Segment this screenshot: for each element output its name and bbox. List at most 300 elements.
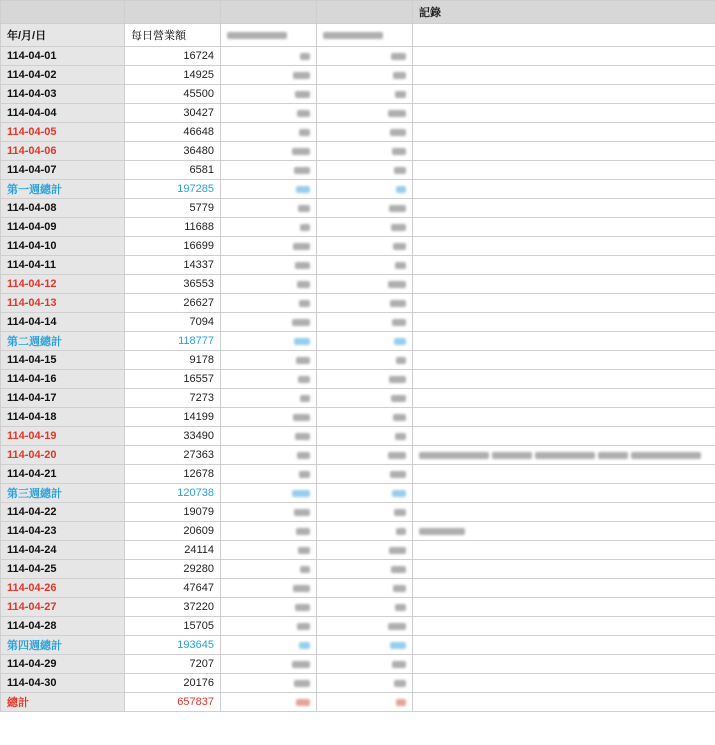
redacted-text: [296, 186, 310, 193]
notes-column-header[interactable]: [413, 24, 715, 47]
redacted-text: [297, 110, 310, 117]
redacted-text: [297, 452, 310, 459]
revenue-cell[interactable]: 20609: [125, 522, 221, 541]
day-row: [1, 541, 715, 560]
top-header-cell[interactable]: [317, 1, 413, 24]
day-row: [1, 237, 715, 256]
date-cell[interactable]: 114-04-01: [1, 47, 125, 66]
redacted-text: [392, 490, 406, 497]
revenue-cell[interactable]: 29280: [125, 560, 221, 579]
redacted-text: [492, 452, 532, 459]
redacted-text: [395, 262, 406, 269]
redacted-cell[interactable]: [317, 370, 413, 389]
redacted-column-header[interactable]: [317, 24, 413, 47]
date-cell[interactable]: 114-04-11: [1, 256, 125, 275]
date-cell[interactable]: 114-04-02: [1, 66, 125, 85]
redacted-cell[interactable]: [221, 389, 317, 408]
top-header-cell[interactable]: [1, 1, 125, 24]
note-cell[interactable]: [413, 503, 715, 522]
redacted-cell[interactable]: [317, 484, 413, 503]
date-cell[interactable]: 總計: [1, 693, 125, 712]
date-cell[interactable]: 114-04-22: [1, 503, 125, 522]
day-row: [1, 66, 715, 85]
note-cell[interactable]: [413, 484, 715, 503]
redacted-cell[interactable]: [221, 199, 317, 218]
redacted-cell[interactable]: [221, 313, 317, 332]
redacted-cell[interactable]: [317, 199, 413, 218]
day-row: [1, 47, 715, 66]
redacted-cell[interactable]: [221, 142, 317, 161]
redacted-text: [393, 72, 406, 79]
note-cell[interactable]: [413, 180, 715, 199]
redacted-cell[interactable]: [317, 655, 413, 674]
redacted-cell[interactable]: [221, 579, 317, 598]
note-cell[interactable]: [413, 408, 715, 427]
redacted-text: [298, 205, 310, 212]
week-total-row: [1, 180, 715, 199]
note-cell[interactable]: [413, 123, 715, 142]
redacted-text: [300, 53, 310, 60]
redacted-cell[interactable]: [317, 275, 413, 294]
redacted-cell[interactable]: [221, 275, 317, 294]
redacted-text: [299, 471, 310, 478]
note-cell[interactable]: [413, 598, 715, 617]
redacted-text: [390, 300, 406, 307]
redacted-text: [296, 528, 310, 535]
redacted-cell[interactable]: [317, 332, 413, 351]
redacted-text: [598, 452, 628, 459]
week-total-row: [1, 636, 715, 655]
revenue-column-header[interactable]: 每日營業額: [125, 24, 221, 47]
redacted-cell[interactable]: [317, 161, 413, 180]
redacted-cell[interactable]: [317, 389, 413, 408]
day-row: [1, 427, 715, 446]
revenue-cell[interactable]: 120738: [125, 484, 221, 503]
day-row: [1, 617, 715, 636]
note-cell[interactable]: [413, 636, 715, 655]
redacted-cell[interactable]: [317, 465, 413, 484]
revenue-cell[interactable]: 19079: [125, 503, 221, 522]
day-row: [1, 598, 715, 617]
date-cell[interactable]: 第四週總計: [1, 636, 125, 655]
redacted-text: [391, 566, 406, 573]
note-cell[interactable]: [413, 351, 715, 370]
redacted-cell[interactable]: [221, 351, 317, 370]
week-total-row: [1, 484, 715, 503]
redacted-text: [394, 509, 406, 516]
day-row: [1, 104, 715, 123]
day-row: [1, 579, 715, 598]
day-row: [1, 218, 715, 237]
redacted-text: [393, 585, 406, 592]
revenue-cell[interactable]: 193645: [125, 636, 221, 655]
revenue-cell[interactable]: 657837: [125, 693, 221, 712]
date-cell[interactable]: 114-04-20: [1, 446, 125, 465]
note-cell[interactable]: [413, 47, 715, 66]
revenue-cell[interactable]: 11688: [125, 218, 221, 237]
day-row: [1, 256, 715, 275]
redacted-text: [294, 680, 310, 687]
sheet-top-header-row: [1, 1, 715, 24]
revenue-cell[interactable]: 14199: [125, 408, 221, 427]
redacted-cell[interactable]: [317, 85, 413, 104]
redacted-cell[interactable]: [317, 427, 413, 446]
date-cell[interactable]: 114-04-19: [1, 427, 125, 446]
day-row: [1, 199, 715, 218]
week-total-row: [1, 332, 715, 351]
date-cell[interactable]: 114-04-18: [1, 408, 125, 427]
note-cell[interactable]: [413, 161, 715, 180]
revenue-cell[interactable]: 7094: [125, 313, 221, 332]
redacted-text: [394, 167, 406, 174]
redacted-text: [292, 490, 310, 497]
note-cell[interactable]: [413, 446, 715, 465]
note-cell[interactable]: [413, 617, 715, 636]
note-cell[interactable]: [413, 465, 715, 484]
redacted-text: [391, 395, 406, 402]
note-cell[interactable]: [413, 275, 715, 294]
redacted-text: [297, 623, 310, 630]
date-cell[interactable]: 第三週總計: [1, 484, 125, 503]
revenue-cell[interactable]: 6581: [125, 161, 221, 180]
redacted-cell[interactable]: [221, 161, 317, 180]
redacted-text: [298, 547, 310, 554]
redacted-text: [300, 395, 310, 402]
redacted-cell[interactable]: [221, 408, 317, 427]
date-cell[interactable]: 114-04-05: [1, 123, 125, 142]
redacted-cell[interactable]: [317, 560, 413, 579]
revenue-cell[interactable]: 118777: [125, 332, 221, 351]
note-cell[interactable]: [413, 199, 715, 218]
grand-total-row: [1, 693, 715, 712]
redacted-column-header[interactable]: [221, 24, 317, 47]
date-cell[interactable]: 114-04-17: [1, 389, 125, 408]
redacted-text: [388, 623, 406, 630]
revenue-cell[interactable]: 15705: [125, 617, 221, 636]
redacted-cell[interactable]: [317, 351, 413, 370]
revenue-cell[interactable]: 33490: [125, 427, 221, 446]
date-cell[interactable]: 114-04-21: [1, 465, 125, 484]
redacted-cell[interactable]: [221, 446, 317, 465]
redacted-text: [390, 129, 406, 136]
redacted-cell[interactable]: [221, 674, 317, 693]
redacted-text: [296, 699, 310, 706]
redacted-cell[interactable]: [221, 332, 317, 351]
day-row: [1, 389, 715, 408]
redacted-text: [298, 376, 310, 383]
redacted-text: [389, 376, 406, 383]
note-cell[interactable]: [413, 693, 715, 712]
redacted-cell[interactable]: [221, 218, 317, 237]
redacted-text: [395, 604, 406, 611]
day-row: [1, 275, 715, 294]
redacted-text: [297, 281, 310, 288]
redacted-cell[interactable]: [317, 294, 413, 313]
note-cell[interactable]: [413, 674, 715, 693]
redacted-text: [388, 452, 406, 459]
date-cell[interactable]: 114-04-27: [1, 598, 125, 617]
redacted-cell[interactable]: [317, 674, 413, 693]
redacted-cell[interactable]: [221, 522, 317, 541]
redacted-text: [295, 604, 310, 611]
note-cell[interactable]: [413, 370, 715, 389]
redacted-cell[interactable]: [317, 142, 413, 161]
revenue-cell[interactable]: 12678: [125, 465, 221, 484]
redacted-text: [391, 224, 406, 231]
redacted-text: [390, 471, 406, 478]
redacted-text: [535, 452, 595, 459]
redacted-cell[interactable]: [221, 693, 317, 712]
redacted-text: [295, 433, 310, 440]
redacted-cell[interactable]: [317, 408, 413, 427]
revenue-cell[interactable]: 9178: [125, 351, 221, 370]
redacted-text: [293, 72, 310, 79]
redacted-cell[interactable]: [317, 180, 413, 199]
redacted-text: [293, 243, 310, 250]
redacted-cell[interactable]: [221, 256, 317, 275]
redacted-cell[interactable]: [221, 598, 317, 617]
date-cell[interactable]: 114-04-08: [1, 199, 125, 218]
redacted-cell[interactable]: [221, 655, 317, 674]
note-cell[interactable]: [413, 389, 715, 408]
redacted-cell[interactable]: [221, 503, 317, 522]
note-cell[interactable]: [413, 218, 715, 237]
revenue-cell[interactable]: 27363: [125, 446, 221, 465]
redacted-text: [388, 110, 406, 117]
revenue-cell[interactable]: 16557: [125, 370, 221, 389]
redacted-text: [391, 53, 406, 60]
day-row: [1, 655, 715, 674]
redacted-text: [292, 148, 310, 155]
date-cell[interactable]: 第一週總計: [1, 180, 125, 199]
redacted-text: [419, 528, 465, 535]
redacted-text: [395, 91, 406, 98]
redacted-text: [394, 680, 406, 687]
redacted-cell[interactable]: [317, 237, 413, 256]
date-cell[interactable]: 114-04-12: [1, 275, 125, 294]
redacted-text: [393, 414, 406, 421]
redacted-text: [299, 300, 310, 307]
day-row: [1, 370, 715, 389]
redacted-text: [393, 243, 406, 250]
redacted-cell[interactable]: [221, 85, 317, 104]
revenue-cell[interactable]: 36480: [125, 142, 221, 161]
redacted-cell[interactable]: [317, 636, 413, 655]
redacted-cell[interactable]: [221, 370, 317, 389]
redacted-text: [394, 338, 406, 345]
note-cell[interactable]: [413, 313, 715, 332]
date-cell[interactable]: 114-04-29: [1, 655, 125, 674]
redacted-cell[interactable]: [317, 104, 413, 123]
revenue-cell[interactable]: 24114: [125, 541, 221, 560]
note-cell[interactable]: [413, 579, 715, 598]
redacted-text: [294, 167, 310, 174]
notes-header-cell[interactable]: 記錄: [413, 1, 715, 24]
note-cell[interactable]: [413, 541, 715, 560]
revenue-cell[interactable]: 16699: [125, 237, 221, 256]
redacted-text: [396, 528, 406, 535]
redacted-cell[interactable]: [221, 104, 317, 123]
redacted-cell[interactable]: [317, 541, 413, 560]
redacted-cell[interactable]: [317, 693, 413, 712]
redacted-text: [227, 32, 287, 39]
note-cell[interactable]: [413, 104, 715, 123]
redacted-text: [392, 661, 406, 668]
revenue-cell[interactable]: 45500: [125, 85, 221, 104]
revenue-cell[interactable]: 36553: [125, 275, 221, 294]
redacted-text: [293, 585, 310, 592]
top-header-cell[interactable]: [221, 1, 317, 24]
redacted-text: [396, 357, 406, 364]
redacted-text: [294, 509, 310, 516]
redacted-text: [292, 319, 310, 326]
redacted-cell[interactable]: [221, 484, 317, 503]
date-cell[interactable]: 114-04-25: [1, 560, 125, 579]
redacted-cell[interactable]: [221, 560, 317, 579]
redacted-text: [295, 91, 310, 98]
date-cell[interactable]: 114-04-15: [1, 351, 125, 370]
redacted-text: [300, 566, 310, 573]
note-cell[interactable]: [413, 560, 715, 579]
redacted-cell[interactable]: [317, 446, 413, 465]
date-cell[interactable]: 114-04-24: [1, 541, 125, 560]
note-cell[interactable]: [413, 294, 715, 313]
redacted-text: [300, 224, 310, 231]
note-cell[interactable]: [413, 66, 715, 85]
revenue-cell[interactable]: 16724: [125, 47, 221, 66]
revenue-cell[interactable]: 197285: [125, 180, 221, 199]
date-cell[interactable]: 114-04-28: [1, 617, 125, 636]
redacted-cell[interactable]: [317, 598, 413, 617]
revenue-cell[interactable]: 37220: [125, 598, 221, 617]
redacted-cell[interactable]: [317, 66, 413, 85]
redacted-text: [296, 357, 310, 364]
redacted-cell[interactable]: [221, 47, 317, 66]
redacted-cell[interactable]: [221, 180, 317, 199]
day-row: [1, 522, 715, 541]
redacted-cell[interactable]: [317, 579, 413, 598]
redacted-cell[interactable]: [317, 47, 413, 66]
redacted-cell[interactable]: [317, 313, 413, 332]
revenue-cell[interactable]: 26627: [125, 294, 221, 313]
redacted-cell[interactable]: [221, 541, 317, 560]
date-cell[interactable]: 114-04-13: [1, 294, 125, 313]
top-header-cell[interactable]: [125, 1, 221, 24]
redacted-text: [396, 186, 406, 193]
column-header-row: [1, 24, 715, 47]
day-row: [1, 408, 715, 427]
redacted-cell[interactable]: [317, 522, 413, 541]
revenue-cell[interactable]: 47647: [125, 579, 221, 598]
date-cell[interactable]: 114-04-30: [1, 674, 125, 693]
revenue-cell[interactable]: 30427: [125, 104, 221, 123]
day-row: [1, 446, 715, 465]
redacted-text: [631, 452, 701, 459]
note-cell[interactable]: [413, 427, 715, 446]
day-row: [1, 123, 715, 142]
date-cell[interactable]: 114-04-07: [1, 161, 125, 180]
day-row: [1, 161, 715, 180]
redacted-text: [395, 433, 406, 440]
redacted-text: [419, 452, 489, 459]
date-cell[interactable]: 114-04-26: [1, 579, 125, 598]
revenue-cell[interactable]: 14337: [125, 256, 221, 275]
redacted-text: [389, 547, 406, 554]
day-row: [1, 85, 715, 104]
date-cell[interactable]: 114-04-16: [1, 370, 125, 389]
date-cell[interactable]: 114-04-04: [1, 104, 125, 123]
redacted-cell[interactable]: [317, 218, 413, 237]
redacted-cell[interactable]: [221, 427, 317, 446]
redacted-text: [389, 205, 406, 212]
redacted-text: [294, 338, 310, 345]
redacted-text: [390, 642, 406, 649]
day-row: [1, 465, 715, 484]
redacted-cell[interactable]: [317, 617, 413, 636]
note-cell[interactable]: [413, 85, 715, 104]
date-cell[interactable]: 114-04-23: [1, 522, 125, 541]
day-row: [1, 674, 715, 693]
redacted-cell[interactable]: [317, 256, 413, 275]
revenue-cell[interactable]: 14925: [125, 66, 221, 85]
note-cell[interactable]: [413, 142, 715, 161]
date-cell[interactable]: 114-04-09: [1, 218, 125, 237]
redacted-cell[interactable]: [317, 123, 413, 142]
day-row: [1, 351, 715, 370]
day-row: [1, 313, 715, 332]
note-cell[interactable]: [413, 522, 715, 541]
redacted-text: [396, 699, 406, 706]
note-cell[interactable]: [413, 332, 715, 351]
day-row: [1, 503, 715, 522]
redacted-cell[interactable]: [221, 237, 317, 256]
redacted-cell[interactable]: [221, 617, 317, 636]
revenue-cell[interactable]: 5779: [125, 199, 221, 218]
revenue-cell[interactable]: 7207: [125, 655, 221, 674]
date-cell[interactable]: 第二週總計: [1, 332, 125, 351]
date-column-header[interactable]: 年/月/日: [1, 24, 125, 47]
redacted-cell[interactable]: [221, 123, 317, 142]
redacted-text: [392, 148, 406, 155]
revenue-cell[interactable]: 46648: [125, 123, 221, 142]
revenue-cell[interactable]: 7273: [125, 389, 221, 408]
redacted-cell[interactable]: [221, 66, 317, 85]
day-row: [1, 142, 715, 161]
revenue-cell[interactable]: 20176: [125, 674, 221, 693]
redacted-text: [392, 319, 406, 326]
redacted-cell[interactable]: [221, 465, 317, 484]
redacted-text: [293, 414, 310, 421]
day-row: [1, 560, 715, 579]
redacted-text: [299, 642, 310, 649]
redacted-text: [388, 281, 406, 288]
note-cell[interactable]: [413, 256, 715, 275]
date-cell[interactable]: 114-04-03: [1, 85, 125, 104]
date-cell[interactable]: 114-04-06: [1, 142, 125, 161]
day-row: [1, 294, 715, 313]
redacted-cell[interactable]: [317, 503, 413, 522]
date-cell[interactable]: 114-04-10: [1, 237, 125, 256]
note-cell[interactable]: [413, 237, 715, 256]
redacted-text: [292, 661, 310, 668]
redacted-cell[interactable]: [221, 294, 317, 313]
redacted-text: [323, 32, 383, 39]
note-cell[interactable]: [413, 655, 715, 674]
redacted-cell[interactable]: [221, 636, 317, 655]
redacted-text: [299, 129, 310, 136]
date-cell[interactable]: 114-04-14: [1, 313, 125, 332]
redacted-text: [295, 262, 310, 269]
